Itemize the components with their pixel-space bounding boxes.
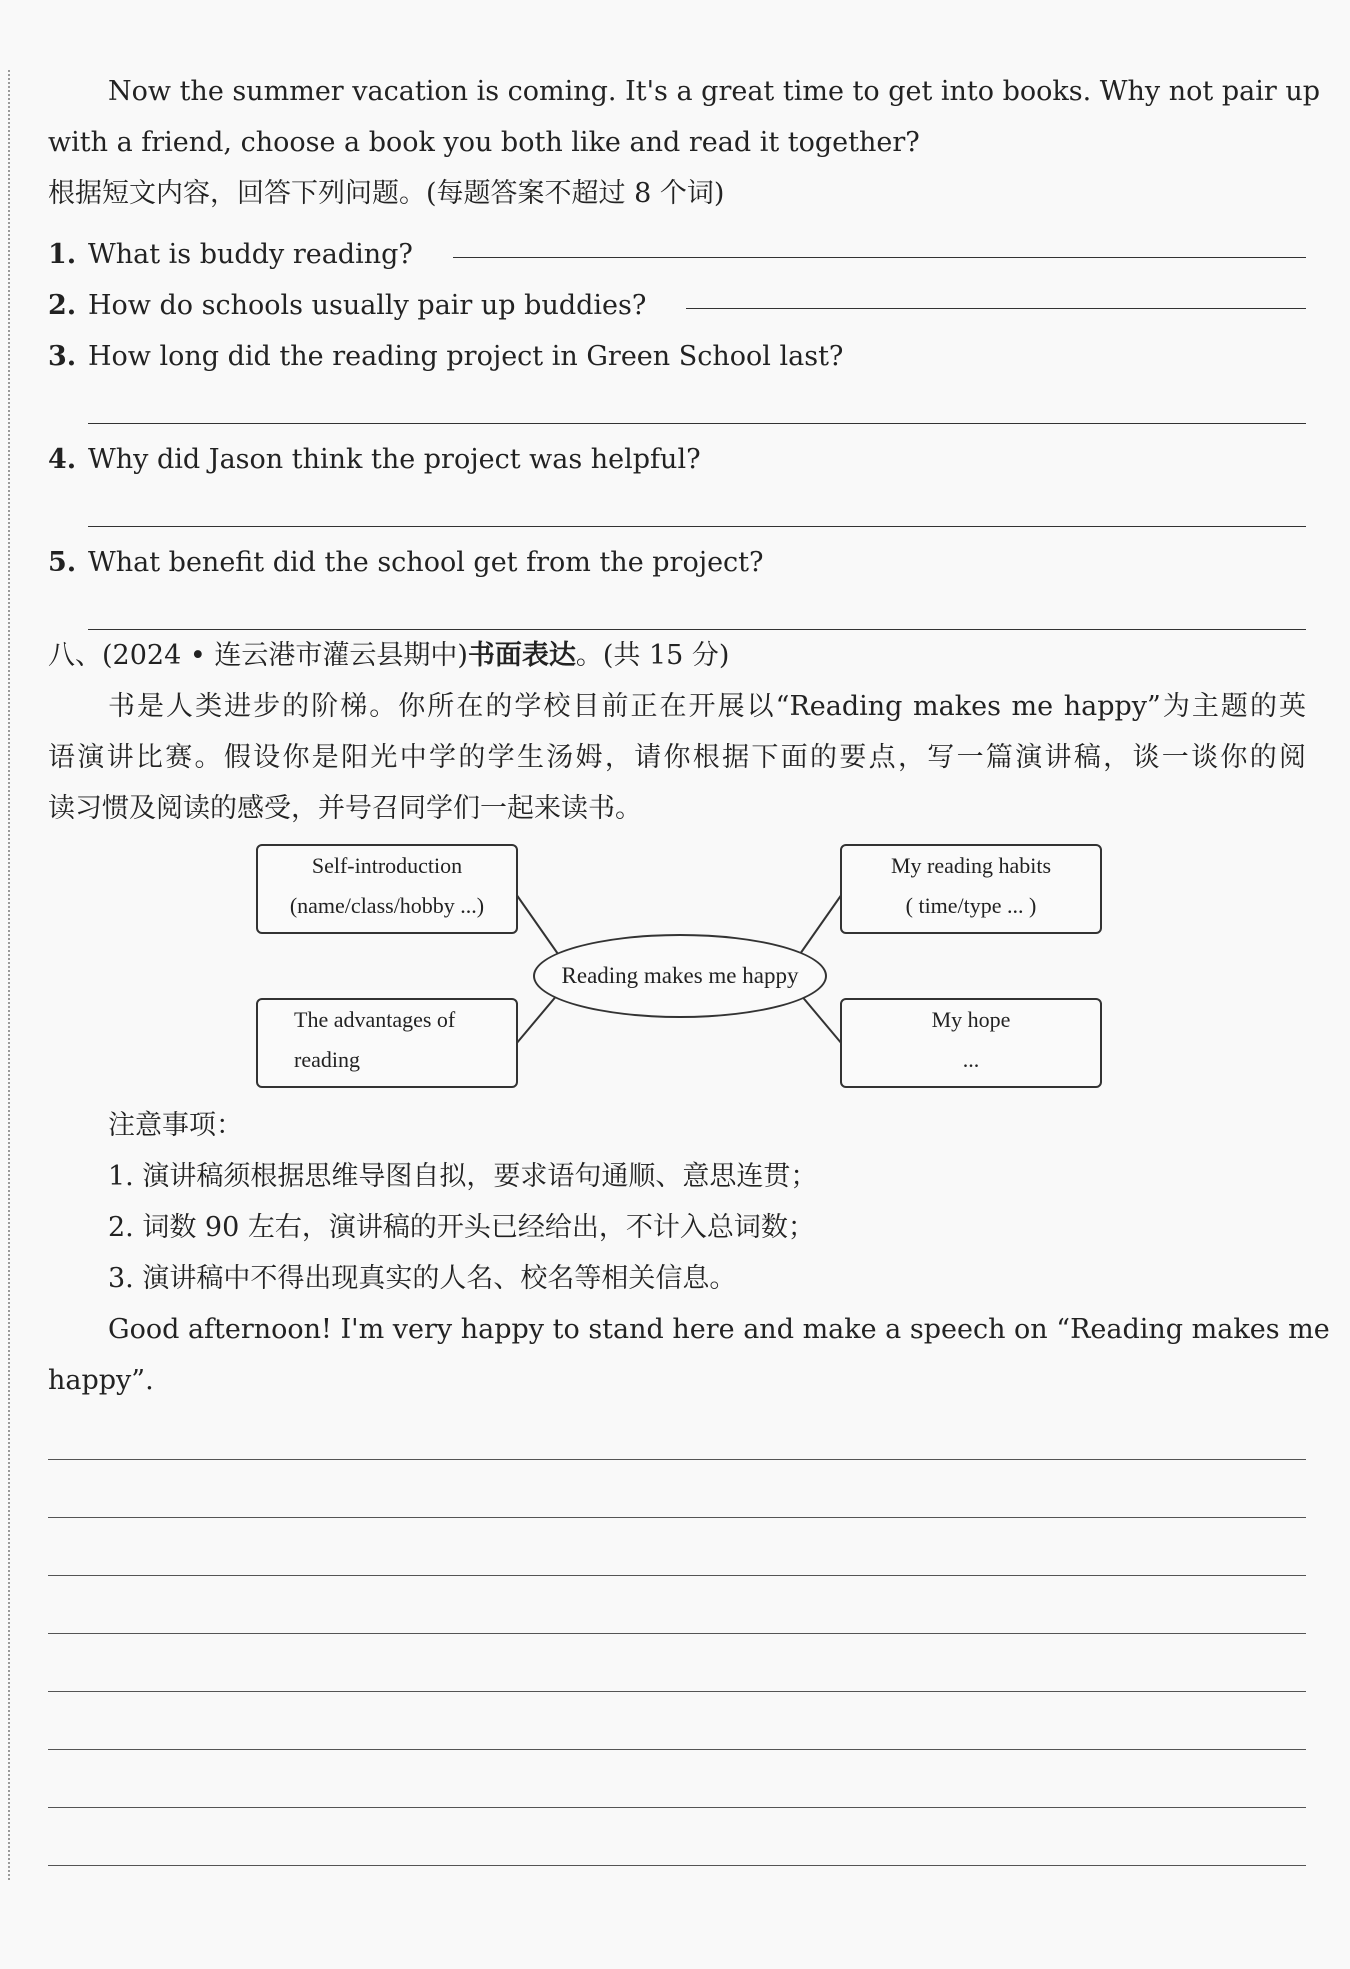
question-1 <box>48 219 1306 270</box>
writing-line[interactable] <box>48 1750 1306 1808</box>
connector-top-right <box>800 894 842 954</box>
passage-line-2: with a friend, choose a book you both like and read it together? <box>48 127 920 158</box>
writing-prompt-line-2: 语演讲比赛。假设你是阳光中学的学生汤姆，请你根据下面的要点，写一篇演讲稿，谈一谈你的阅 <box>48 742 1306 773</box>
question-text: Why did Jason think the project was helpful? <box>88 444 701 475</box>
writing-line[interactable] <box>48 1634 1306 1692</box>
writing-line[interactable] <box>48 1518 1306 1576</box>
node-advantages <box>256 998 518 1088</box>
answer-line-1[interactable] <box>453 257 1306 258</box>
content-area <box>48 66 1330 1866</box>
answer-line-3[interactable] <box>88 372 1306 424</box>
writing-line[interactable] <box>48 1576 1306 1634</box>
notes-title: 注意事项： <box>108 1110 243 1141</box>
connector-top-left <box>516 894 558 954</box>
note-item: 3. 演讲稿中不得出现真实的人名、校名等相关信息。 <box>108 1263 737 1294</box>
node-self-introduction <box>256 844 518 934</box>
question-number: 5. <box>48 547 77 578</box>
question-text: What benefit did the school get from the project? <box>88 547 764 578</box>
writing-line[interactable] <box>48 1460 1306 1518</box>
section-8-source: 八、(2024 • 连云港市灌云县期中) <box>48 640 468 671</box>
binding-margin-rule <box>8 70 10 1880</box>
node-my-hope <box>840 998 1102 1088</box>
section-8-score: 。(共 15 分) <box>575 640 730 671</box>
question-instruction: 根据短文内容，回答下列问题。(每题答案不超过 8 个词) <box>48 178 725 209</box>
node-line: ( time/type ... ) <box>905 893 1037 918</box>
node-line: Self-introduction <box>311 853 463 878</box>
connector-bottom-left <box>516 994 558 1044</box>
node-line: My hope <box>931 1007 1011 1032</box>
connector-bottom-right <box>800 994 842 1044</box>
question-number: 3. <box>48 341 77 372</box>
section-8-title: 书面表达 <box>467 640 576 671</box>
question-text: What is buddy reading? <box>88 239 413 270</box>
answer-line-2[interactable] <box>686 308 1306 309</box>
question-number: 4. <box>48 444 77 475</box>
writing-area[interactable] <box>48 1402 1306 1866</box>
node-reading-habits <box>840 844 1102 934</box>
writing-prompt-line-1: 书是人类进步的阶梯。你所在的学校目前正在开展以“Reading makes me happy”为主题的英 <box>108 691 1306 722</box>
question-number: 2. <box>48 290 77 321</box>
question-2 <box>48 270 1306 321</box>
writing-line[interactable] <box>48 1402 1306 1460</box>
node-line: My reading habits <box>890 853 1052 878</box>
question-5 <box>48 527 1306 578</box>
speech-opening-line-2: happy”. <box>48 1365 154 1396</box>
answer-line-4[interactable] <box>88 475 1306 527</box>
note-item: 1. 演讲稿须根据思维导图自拟，要求语句通顺、意思连贯； <box>108 1161 818 1192</box>
note-item: 2. 词数 90 左右，演讲稿的开头已经给出，不计入总词数； <box>108 1212 815 1243</box>
mind-map <box>48 844 1306 1104</box>
question-number: 1. <box>48 239 77 270</box>
node-line: The advantages of <box>294 1007 456 1032</box>
writing-line[interactable] <box>48 1692 1306 1750</box>
section-8-header <box>48 630 1306 681</box>
passage-line-1: Now the summer vacation is coming. It's a great time to get into books. Why not pair up <box>108 76 1321 107</box>
node-line: (name/class/hobby ...) <box>289 893 485 918</box>
speech-opening-line-1: Good afternoon! I'm very happy to stand here and make a speech on “Reading makes me <box>108 1314 1330 1345</box>
answer-line-5[interactable] <box>88 578 1306 630</box>
writing-prompt-line-3: 读习惯及阅读的感受，并号召同学们一起来读书。 <box>48 793 642 824</box>
writing-line[interactable] <box>48 1808 1306 1866</box>
node-line: ... <box>962 1047 980 1072</box>
node-line: reading <box>294 1047 360 1072</box>
question-text: How long did the reading project in Green School last? <box>88 341 844 372</box>
question-4 <box>48 424 1306 475</box>
notes-section <box>48 1100 1306 1304</box>
question-3 <box>48 321 1306 372</box>
question-text: How do schools usually pair up buddies? <box>88 290 647 321</box>
node-center: Reading makes me happy <box>533 934 827 1018</box>
